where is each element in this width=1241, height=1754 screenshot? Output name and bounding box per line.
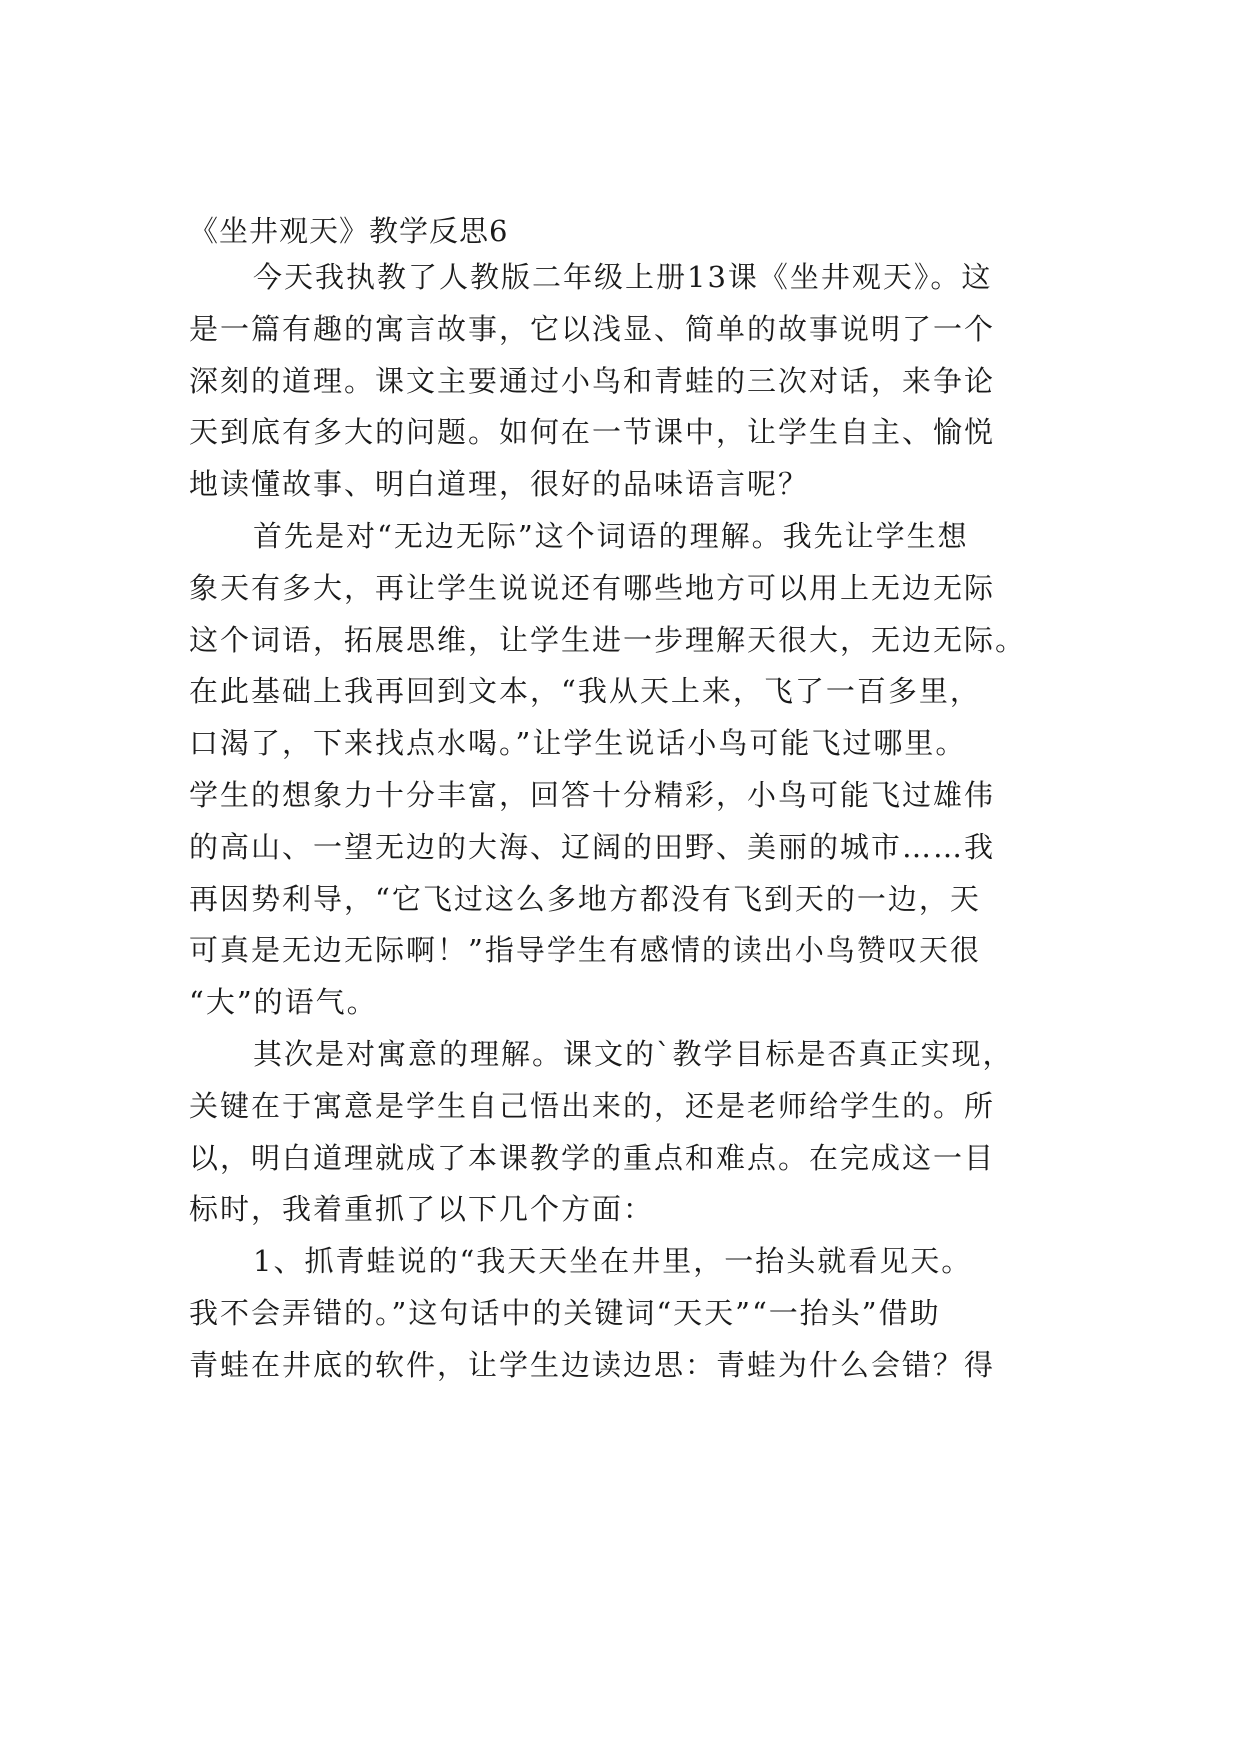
text-line: 可真是无边无际啊！”指导学生有感情的读出小鸟赞叹天很 xyxy=(189,933,981,967)
text-line: 地读懂故事、明白道理，很好的品味语言呢？ xyxy=(189,467,810,501)
text-line: 深刻的道理。课文主要通过小鸟和青蛙的三次对话，来争论 xyxy=(189,364,996,398)
text-line: 青蛙在井底的软件，让学生边读边思：青蛙为什么会错？得 xyxy=(189,1348,996,1382)
text-line: 再因势利导，“它飞过这么多地方都没有飞到天的一边，天 xyxy=(189,882,981,916)
text-line: 这个词语，拓展思维，让学生进一步理解天很大，无边无际。 xyxy=(189,623,1027,657)
text-line: 以，明白道理就成了本课教学的重点和难点。在完成这一目 xyxy=(189,1141,996,1175)
text-line: “大”的语气。 xyxy=(189,985,378,1019)
text-line: 首先是对“无边无际”这个词语的理解。我先让学生想 xyxy=(253,519,969,553)
text-line: 是一篇有趣的寓言故事，它以浅显、简单的故事说明了一个 xyxy=(189,312,996,346)
text-line: 关键在于寓意是学生自己悟出来的，还是老师给学生的。所 xyxy=(189,1089,996,1123)
text-line: 1、抓青蛙说的“我天天坐在井里，一抬头就看见天。 xyxy=(253,1244,973,1278)
text-line: 我不会弄错的。”这句话中的关键词“天天”“一抬头”借助 xyxy=(189,1296,941,1330)
text-line: 学生的想象力十分丰富，回答十分精彩，小鸟可能飞过雄伟 xyxy=(189,778,996,812)
text-line: 象天有多大，再让学生说说还有哪些地方可以用上无边无际 xyxy=(189,571,996,605)
text-line: 的高山、一望无边的大海、辽阔的田野、美丽的城市……我 xyxy=(189,830,996,864)
text-line: 其次是对寓意的理解。课文的`教学目标是否真正实现， xyxy=(253,1037,1014,1071)
text-line: 口渴了，下来找点水喝。”让学生说话小鸟可能飞过哪里。 xyxy=(189,726,967,760)
text-line: 今天我执教了人教版二年级上册13课《坐井观天》。这 xyxy=(253,260,993,294)
text-line: 在此基础上我再回到文本，“我从天上来，飞了一百多里， xyxy=(189,674,981,708)
document-title: 《坐井观天》教学反思6 xyxy=(189,214,509,248)
text-line: 标时，我着重抓了以下几个方面： xyxy=(189,1192,655,1226)
text-line: 天到底有多大的问题。如何在一节课中，让学生自主、愉悦 xyxy=(189,415,996,449)
